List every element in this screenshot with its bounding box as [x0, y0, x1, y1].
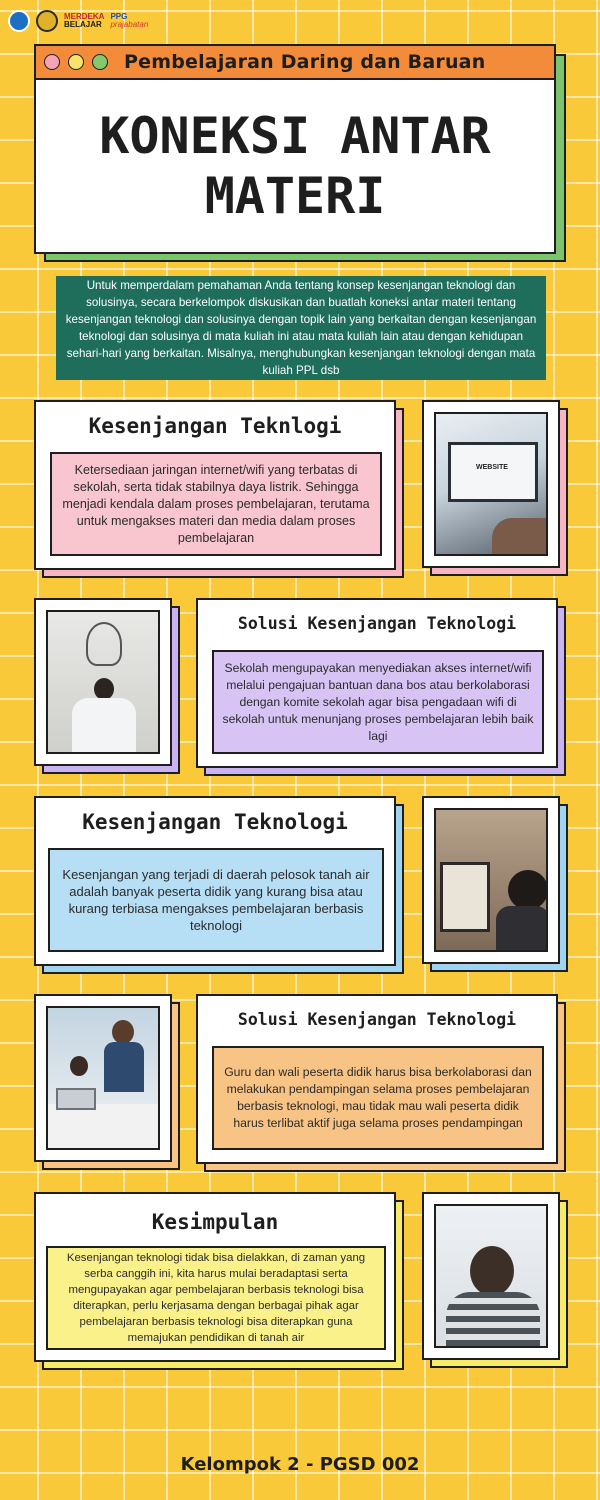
section1-heading: Kesenjangan Teknlogi — [88, 414, 342, 438]
merdeka-belajar-logo: MERDEKA BELAJAR — [64, 12, 105, 29]
photo1-frame — [422, 400, 560, 568]
hand-shape — [492, 518, 548, 556]
section4-heading: Solusi Kesenjangan Teknologi — [237, 1010, 517, 1029]
photo5-frame — [422, 1192, 560, 1360]
title-card — [34, 78, 556, 254]
university-logo — [8, 10, 30, 32]
section3-heading: Kesenjangan Teknologi — [82, 810, 348, 834]
logo-strip — [8, 6, 148, 36]
section2-heading: Solusi Kesenjangan Teknologi — [237, 614, 517, 633]
ppg-prajabatan-logo: PPG prajabatan — [110, 12, 149, 29]
student-head — [508, 870, 548, 910]
section4-card — [196, 994, 558, 1164]
bulb-sketch-icon — [86, 622, 122, 666]
photo2-frame — [34, 598, 172, 766]
teacher-student-photo — [46, 1006, 160, 1150]
section1-card — [34, 400, 396, 570]
window-title: Pembelajaran Daring dan Baruan — [124, 51, 486, 73]
section3-body: Kesenjangan yang terjadi di daerah pelosok tanah air adalah banyak peserta didik yang kurang bisa atau kurang terbiasa mengakses pembelajaran berbasis teknologi — [48, 848, 384, 952]
ministry-logo — [36, 10, 58, 32]
section5-body: Kesenjangan teknologi tidak bisa dielakkan, di zaman yang serba canggih ini, kita harus mulai beradaptasi serta mengupayakan agar pembelajaran berbasis teknologi bisa diterapkan, perlu kerjasama dengan berbagai pihak agar pembelajaran berbasis teknologi bisa diterapkan guna memajukan pendidikan di tanah air — [46, 1246, 386, 1350]
yellow-dot-icon — [68, 54, 84, 70]
window-title-bar — [34, 44, 556, 80]
man-head — [470, 1246, 514, 1296]
student-head — [70, 1056, 88, 1076]
desk-shape — [48, 1104, 160, 1150]
website-laptop-photo — [434, 412, 548, 556]
photo3-frame — [422, 796, 560, 964]
section3-card — [34, 796, 396, 966]
teacher-head — [112, 1020, 134, 1044]
intro-text: Untuk memperdalam pemahaman Anda tentang konsep kesenjangan teknologi dan solusinya, secara berkelompok diskusikan dan buatlah koneksi antar materi tentang kesenjangan teknologi dan solusinya dengan topik lain yang berkaitan dengan kesenjangan teknologi dan solusinya di mata kuliah ini atau mata kuliah lain atau dengan kehidupan sehari-hari yang berkaitan. Misalnya, menghubungkan kesenjangan teknologi dengan mata kuliah PPL dsb — [56, 276, 546, 380]
website-label: WEBSITE — [476, 464, 508, 471]
laptop-screen — [448, 442, 538, 502]
photo4-frame — [34, 994, 172, 1162]
green-dot-icon — [92, 54, 108, 70]
section4-body: Guru dan wali peserta didik harus bisa berkolaborasi dan melakukan pendampingan selama proses pembelajaran berbasis teknologi, mau tidak mau wali peserta didik harus terlibat aktif juga selama proses pendampingan — [212, 1046, 544, 1150]
students-laptop-photo — [434, 808, 548, 952]
laptop-screen — [440, 862, 490, 932]
main-title-line2: MATERI — [204, 167, 386, 225]
thinking-man-photo — [46, 610, 160, 754]
section5-heading: Kesimpulan — [151, 1210, 279, 1234]
man-shirt — [72, 698, 136, 754]
man-shirt — [446, 1292, 540, 1348]
section2-body: Sekolah mengupayakan menyediakan akses internet/wifi melalui pengajuan bantuan dana bos atau berkolaborasi dengan komite sekolah agar bisa pengadaan wifi di sekolah untuk menunjang proses pembelajaran lebih baik lagi — [212, 650, 544, 754]
man-head — [94, 678, 114, 700]
section1-body: Ketersediaan jaringan internet/wifi yang terbatas di sekolah, serta tidak stabilnya daya listrik. Sehingga menjadi kendala dalam proses pembelajaran, terutama untuk mengakses materi dan media dalam proses pembelajaran — [50, 452, 382, 556]
main-title-line1: KONEKSI ANTAR — [99, 107, 491, 165]
red-dot-icon — [44, 54, 60, 70]
teacher-body — [104, 1042, 144, 1092]
laptop-shape — [56, 1088, 96, 1110]
section5-card — [34, 1192, 396, 1362]
footer-group-label: Kelompok 2 - PGSD 002 — [180, 1454, 420, 1475]
man-whiteboard-photo — [434, 1204, 548, 1348]
section2-card — [196, 598, 558, 768]
student-body — [496, 906, 548, 952]
